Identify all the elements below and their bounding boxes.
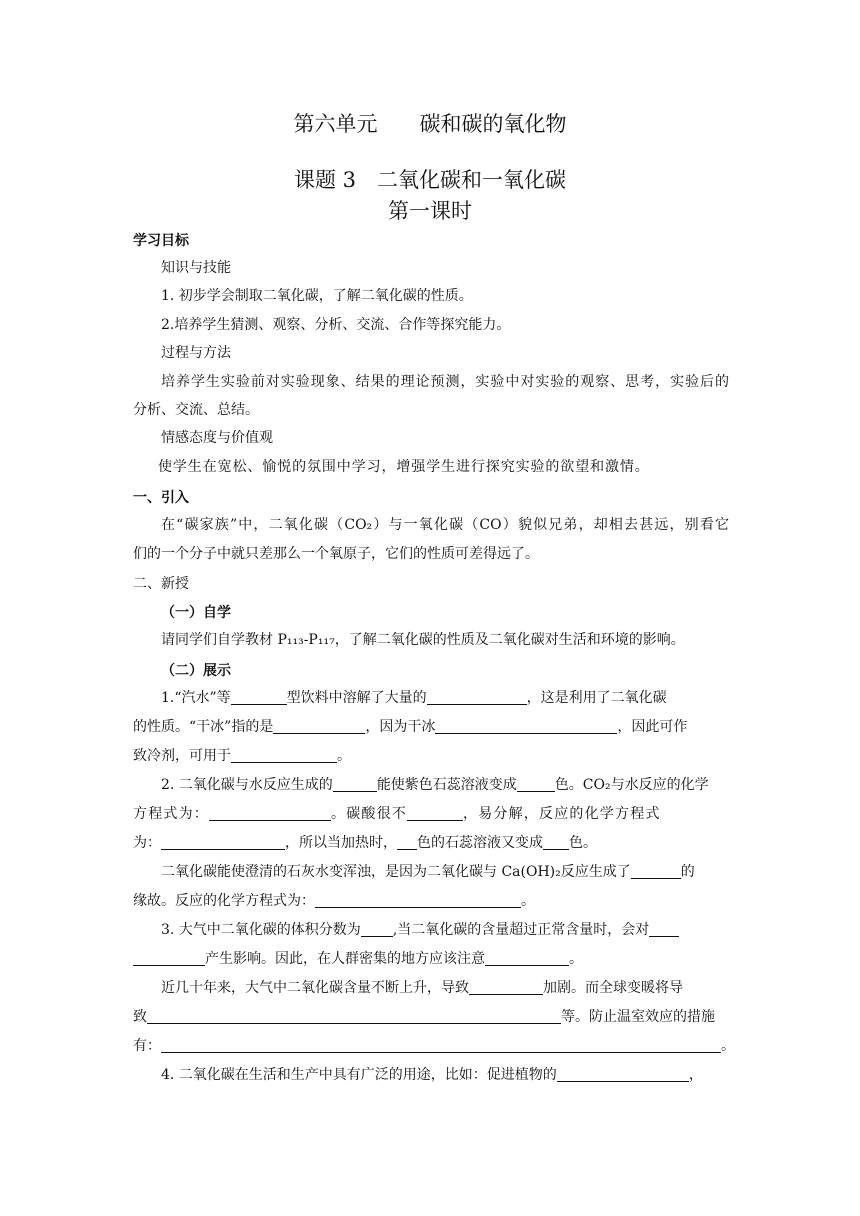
blank[interactable] — [469, 979, 543, 995]
blank[interactable] — [231, 747, 337, 763]
q1-line-1: 1.“汽水”等 型饮料中溶解了大量的 ，这是利用了二氧化碳 — [161, 690, 667, 706]
emotion-text: 使学生在宽松、愉悦的氛围中学习，增强学生进行探究实验的欲望和激情。 — [158, 459, 650, 475]
period-title: 第一课时 — [388, 199, 472, 223]
blank[interactable] — [407, 805, 463, 821]
blank[interactable] — [147, 1008, 561, 1024]
q3b-line-2: 致 等。防止温室效应的措施 — [133, 1009, 715, 1025]
blank[interactable] — [557, 1066, 689, 1082]
q1-line-2: 的性质。“干冰”指的是 ，因为干冰 ，因此可作 — [133, 719, 688, 735]
blank[interactable] — [435, 718, 617, 734]
lesson-title: 课题 3 二氧化碳和一氧化碳 — [293, 168, 567, 192]
blank[interactable] — [273, 718, 365, 734]
blank[interactable] — [517, 776, 555, 792]
q1-line-3: 致冷剂，可用于 。 — [133, 748, 351, 764]
q4-line-1: 4. 二氧化碳在生活和生产中具有广泛的用途，比如：促进植物的 ， — [161, 1067, 703, 1083]
unit-title: 第六单元 碳和碳的氧化物 — [293, 112, 567, 136]
blank[interactable] — [397, 834, 417, 850]
blank[interactable] — [133, 950, 205, 966]
process-title: 过程与方法 — [161, 345, 231, 361]
q3b-line-3: 有： 。 — [133, 1038, 735, 1054]
emotion-title: 情感态度与价值观 — [161, 430, 273, 446]
q3-line-2: 产生影响。因此，在人群密集的地方应该注意 。 — [133, 949, 583, 969]
blank[interactable] — [315, 892, 521, 908]
intro-heading: 一、引入 — [133, 490, 189, 506]
blank[interactable] — [161, 1037, 721, 1053]
blank[interactable] — [209, 805, 331, 821]
self-study-text: 请同学们自学教材 P₁₁₃-P₁₁₇，了解二氧化碳的性质及二氧化碳对生活和环境的影响。 — [161, 632, 685, 648]
blank[interactable] — [485, 950, 569, 966]
blank[interactable] — [649, 921, 679, 937]
q3b-line-1: 近几十年来，大气中二氧化碳含量不断上升，导致 加剧。而全球变暖将导 — [161, 980, 683, 996]
q2-line-1: 2. 二氧化碳与水反应生成的 能使紫色石蕊溶液变成 色。CO₂与水反应的化学 — [161, 777, 709, 793]
objectives-heading: 学习目标 — [133, 233, 189, 249]
q3-line-1: 3. 大气中二氧化碳的体积分数为 ,当二氧化碳的含量超过正常含量时，会对 — [161, 920, 679, 940]
blank[interactable] — [333, 776, 377, 792]
blank[interactable] — [161, 834, 285, 850]
q2b-line-2: 缘故。反应的化学方程式为： 。 — [133, 893, 535, 909]
q2-line-2: 方程式为： 。碳酸很不 ，易分解，反应的化学方程式 — [133, 806, 661, 822]
intro-line-2: 们的一个分子中就只差那么一个氧原子，它们的性质可差得远了。 — [133, 546, 539, 562]
objective-k2: 2.培养学生猜测、观察、分析、交流、合作等探究能力。 — [161, 317, 511, 333]
show-heading: （二）展示 — [161, 663, 231, 679]
blank[interactable] — [427, 689, 527, 705]
newlesson-heading: 二、新授 — [133, 576, 189, 592]
blank[interactable] — [231, 689, 287, 705]
objective-k1: 1. 初步学会制取二氧化碳，了解二氧化碳的性质。 — [161, 288, 473, 304]
intro-line-1: 在“碳家族”中，二氧化碳（CO₂）与一氧化碳（CO）貌似兄弟，却相去甚远，别看它 — [161, 517, 729, 533]
q2b-line-1: 二氧化碳能使澄清的石灰水变浑浊，是因为二氧化碳与 Ca(OH)₂反应生成了 的 — [161, 864, 695, 880]
blank[interactable] — [361, 921, 393, 937]
blank[interactable] — [543, 834, 569, 850]
blank[interactable] — [631, 863, 681, 879]
process-line-2: 分析、交流、总结。 — [133, 402, 259, 418]
process-line-1: 培养学生实验前对实验现象、结果的理论预测，实验中对实验的观察、思考，实验后的 — [161, 374, 729, 390]
self-study-heading: （一）自学 — [161, 605, 231, 621]
q2-line-3: 为： ，所以当加热时， 色的石蕊溶液又变成 色。 — [133, 835, 597, 851]
knowledge-title: 知识与技能 — [161, 260, 231, 276]
